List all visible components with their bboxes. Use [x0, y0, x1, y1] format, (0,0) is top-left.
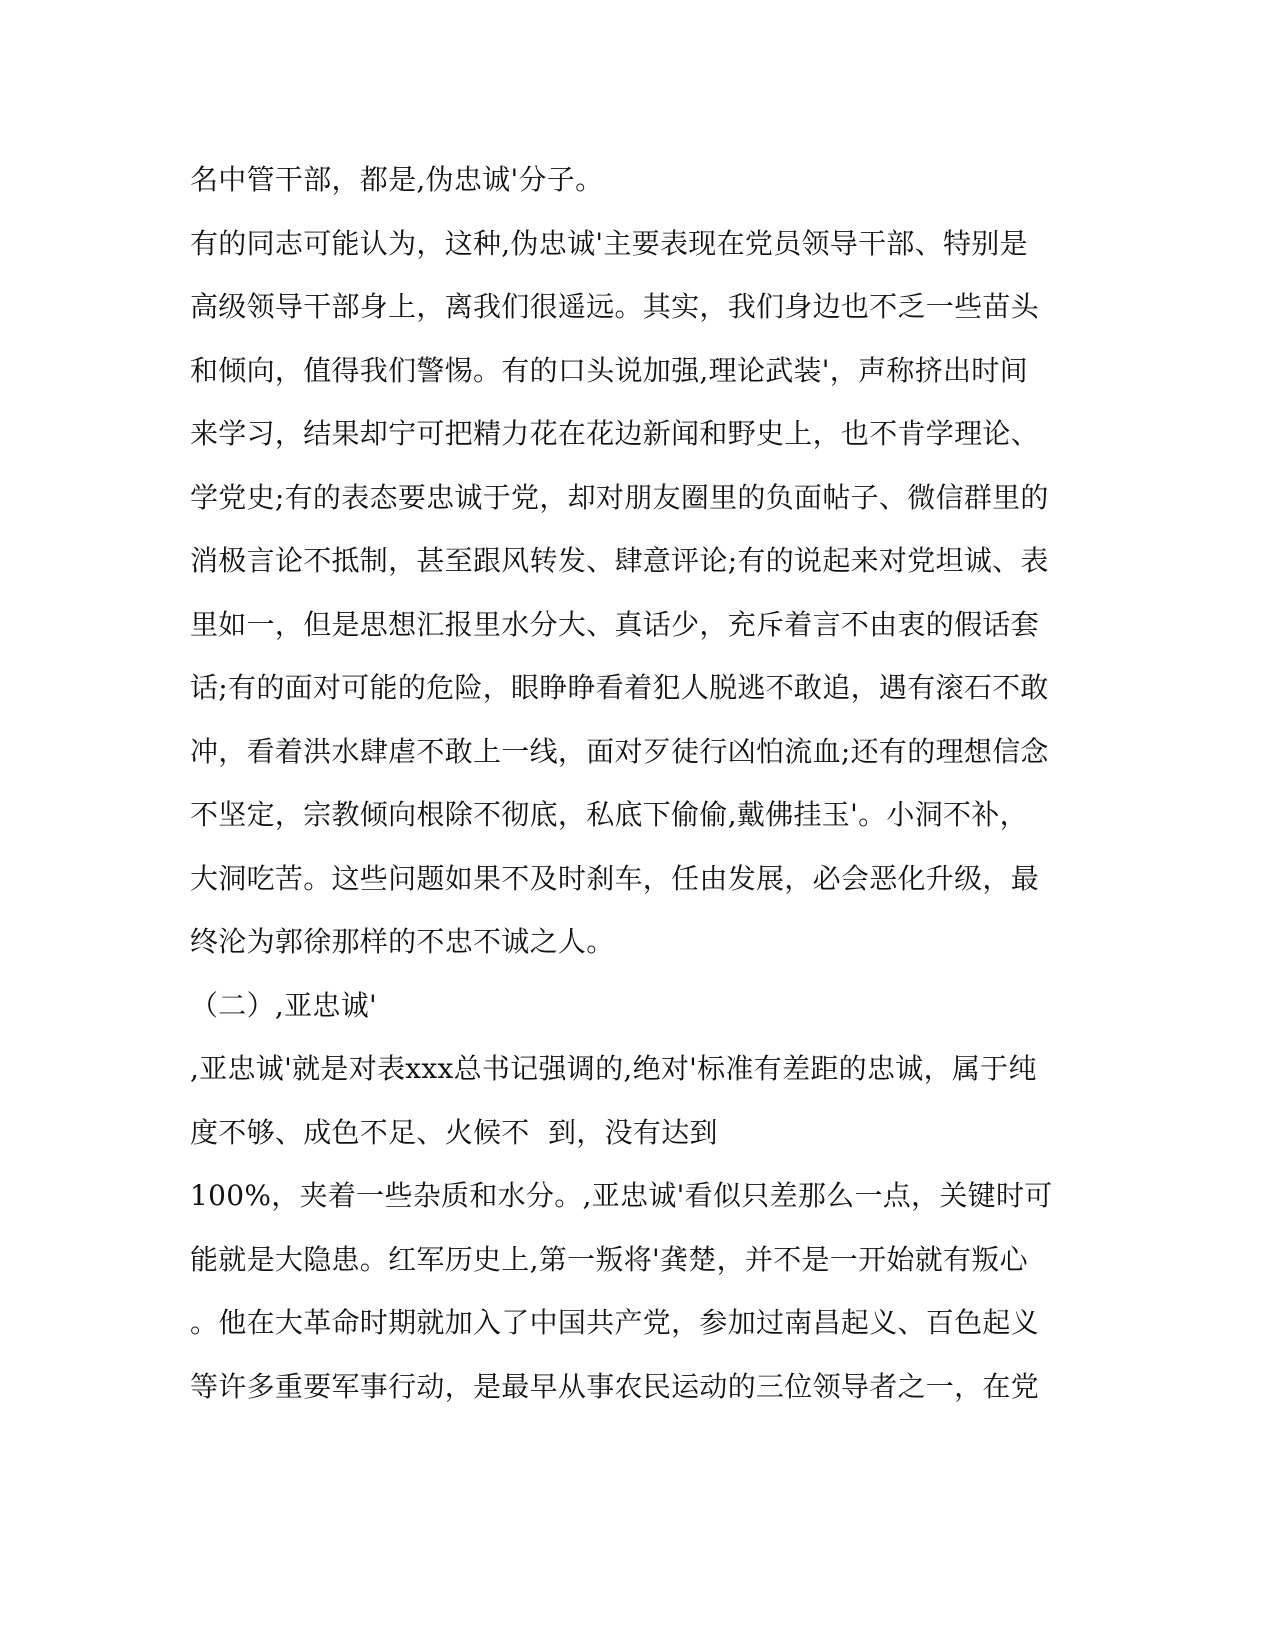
text-line: 度不够、成色不足、火候不 到，没有达到 [190, 1115, 718, 1149]
text-line: 能就是大隐患。红军历史上,第一叛将'龚楚，并不是一开始就有叛心 [190, 1242, 1028, 1276]
text-line: 100%，夹着一些杂质和水分。,亚忠诚'看似只差那么一点，关键时可 [190, 1179, 1053, 1212]
text-line: 和倾向，值得我们警惕。有的口头说加强,理论武装'，声称挤出时间 [190, 353, 1028, 387]
text-line: 终沦为郭徐那样的不忠不诚之人。 [190, 925, 615, 958]
text-line: 。他在大革命时期就加入了中国共产党，参加过南昌起义、百色起义 [190, 1306, 1040, 1339]
text-line: 学党史;有的表态要忠诚于党，却对朋友圈里的负面帖子、微信群里的 [190, 480, 1049, 514]
text-line: 消极言论不抵制，甚至跟风转发、肆意评论;有的说起来对党坦诚、表 [190, 544, 1049, 577]
text-line: 名中管干部，都是,伪忠诚'分子。 [190, 163, 604, 196]
text-line: 有的同志可能认为，这种,伪忠诚'主要表现在党员领导干部、特别是 [190, 226, 1028, 260]
text-line: 话;有的面对可能的危险，眼睁睁看着犯人脱逃不敢追，遇有滚石不敢 [190, 671, 1049, 704]
text-line: 来学习，结果却宁可把精力花在花边新闻和野史上，也不肯学理论、 [190, 417, 1040, 450]
text-line: ,亚忠诚'就是对表xxx总书记强调的,绝对'标准有差距的忠诚，属于纯 [190, 1052, 1037, 1085]
body-text [190, 158, 1090, 1428]
text-line: 等许多重要军事行动，是最早从事农民运动的三位领导者之一，在党 [190, 1369, 1040, 1403]
text-line: 不坚定，宗教倾向根除不彻底，私底下偷偷,戴佛挂玉'。小洞不补， [190, 798, 1028, 831]
section-heading: （二）,亚忠诚' [190, 988, 377, 1022]
text-line: 大洞吃苦。这些问题如果不及时刹车，任由发展，必会恶化升级，最 [190, 861, 1040, 895]
text-line: 里如一，但是思想汇报里水分大、真话少，充斥着言不由衷的假话套 [190, 607, 1040, 641]
text-line: 高级领导干部身上，离我们很遥远。其实，我们身边也不乏一些苗头 [190, 290, 1040, 323]
text-line: 冲，看着洪水肆虐不敢上一线，面对歹徒行凶怕流血;还有的理想信念 [190, 734, 1049, 768]
